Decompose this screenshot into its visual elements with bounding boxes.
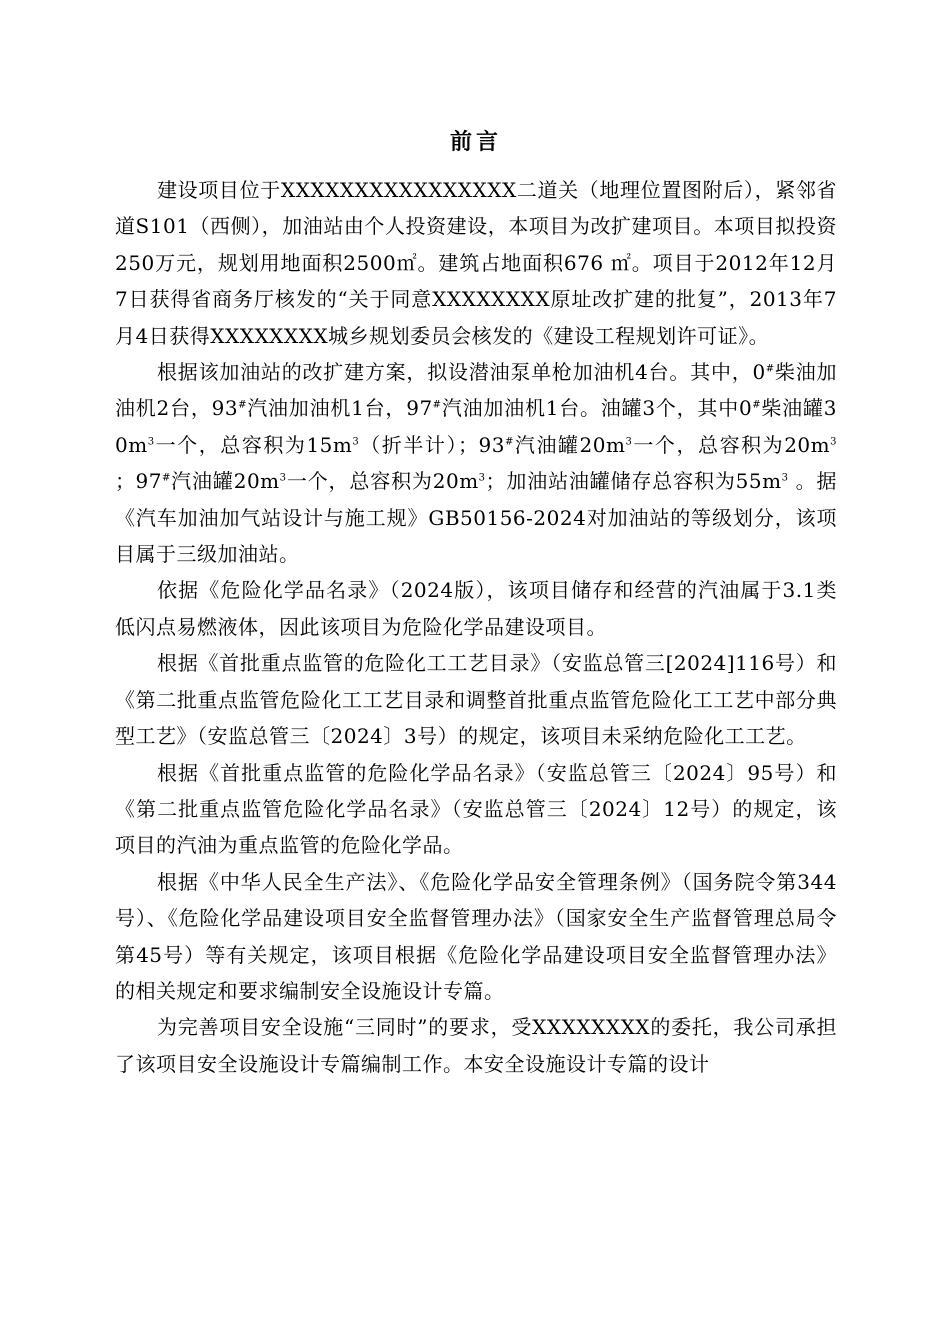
text-segment: （折半计）；93	[359, 432, 505, 457]
paragraph-chemical-process: 根据《首批重点监管的危险化工工艺目录》（安监总管三[2024]116号）和《第二批重点监管危险化工工艺目录和调整首批重点监管危险化工工艺中部分典型工艺》（安监总管三〔2024〕3号）的规定，该项目未采纳危险化工工艺。	[115, 651, 837, 749]
document-page	[115, 112, 837, 1082]
grade-mark: #	[432, 399, 442, 411]
text-segment: ；97	[115, 469, 162, 494]
text-segment: 柴油加油机2台，93	[115, 360, 837, 421]
text-segment: 汽油加油机1台。油罐3个，其中0	[441, 396, 753, 421]
paragraph-renovation-plan	[115, 354, 837, 572]
cubic-mark: 3	[279, 472, 287, 484]
grade-mark: #	[765, 363, 775, 375]
grade-mark: #	[238, 399, 247, 411]
text-segment: ；加油站油罐储存总容积为55m	[485, 469, 782, 494]
cubic-mark: 3	[478, 472, 486, 484]
text-segment: 汽油罐20m	[170, 469, 280, 494]
cubic-mark: 3	[147, 436, 155, 448]
text-segment: 汽油罐20m	[513, 432, 626, 457]
cubic-mark: 3	[625, 436, 633, 448]
cubic-mark: 3	[781, 472, 789, 484]
text-segment: 柴油罐30m	[115, 396, 837, 457]
paragraph-regulations: 根据《中华人民全生产法》、《危险化学品安全管理条例》（国务院令第344号）、《危险化学品建设项目安全监督管理办法》（国家安全生产监督管理总局令第45号）等有关规定，该项目根据《危险化学品建设项目安全监督管理办法》的相关规定和要求编制安全设施设计专篇。	[115, 869, 837, 1003]
text-segment: 一个，总容积为15m	[154, 432, 353, 457]
text-segment: 一个，总容积为20m	[286, 469, 479, 494]
text-segment: 根据该加油站的改扩建方案，拟设潜油泵单枪加油机4台。其中，0	[157, 360, 766, 385]
paragraph-project-location: 建设项目位于XXXXXXXXXXXXXXXX二道关（地理位置图附后），紧邻省道S101（西侧），加油站由个人投资建设，本项目为改扩建项目。本项目拟投资250万元，规划用地面积2500㎡。建筑占地面积676 ㎡。项目于2012年12月7日获得省商务厅核发的“关于同意XXXXXXXX原址改扩建的批复”，2013年7月4日获得XXXXXXXX城乡规划委员会核发的《建设工程规划许可证》。	[115, 178, 837, 348]
cubic-mark: 3	[352, 436, 360, 448]
paragraph-commission: 为完善项目安全设施“三同时”的要求，受XXXXXXXX的委托，我公司承担了该项目安全设施设计专篇编制工作。本安全设施设计专篇的设计	[115, 1015, 837, 1076]
text-segment: 。据《汽车加油加气站设计与施工规》GB50156-2024对加油站的等级划分，该项目属于三级加油站。	[115, 469, 837, 567]
page-title: 前言	[449, 129, 502, 155]
grade-mark: #	[161, 472, 171, 484]
text-segment: 汽油加油机1台，97	[246, 396, 433, 421]
text-segment: 一个，总容积为20m	[632, 432, 831, 457]
grade-mark: #	[504, 436, 514, 448]
cubic-mark: 3	[830, 436, 837, 448]
grade-mark: #	[752, 399, 762, 411]
paragraph-monitored-chemicals: 根据《首批重点监管的危险化学品名录》（安监总管三〔2024〕95号）和《第二批重点监管危险化学品名录》（安监总管三〔2024〕12号）的规定，该项目的汽油为重点监管的危险化学品。	[115, 760, 837, 858]
paragraph-hazard-classification: 依据《危险化学品名录》（2024版），该项目储存和经营的汽油属于3.1类低闪点易燃液体，因此该项目为危险化学品建设项目。	[115, 578, 837, 639]
